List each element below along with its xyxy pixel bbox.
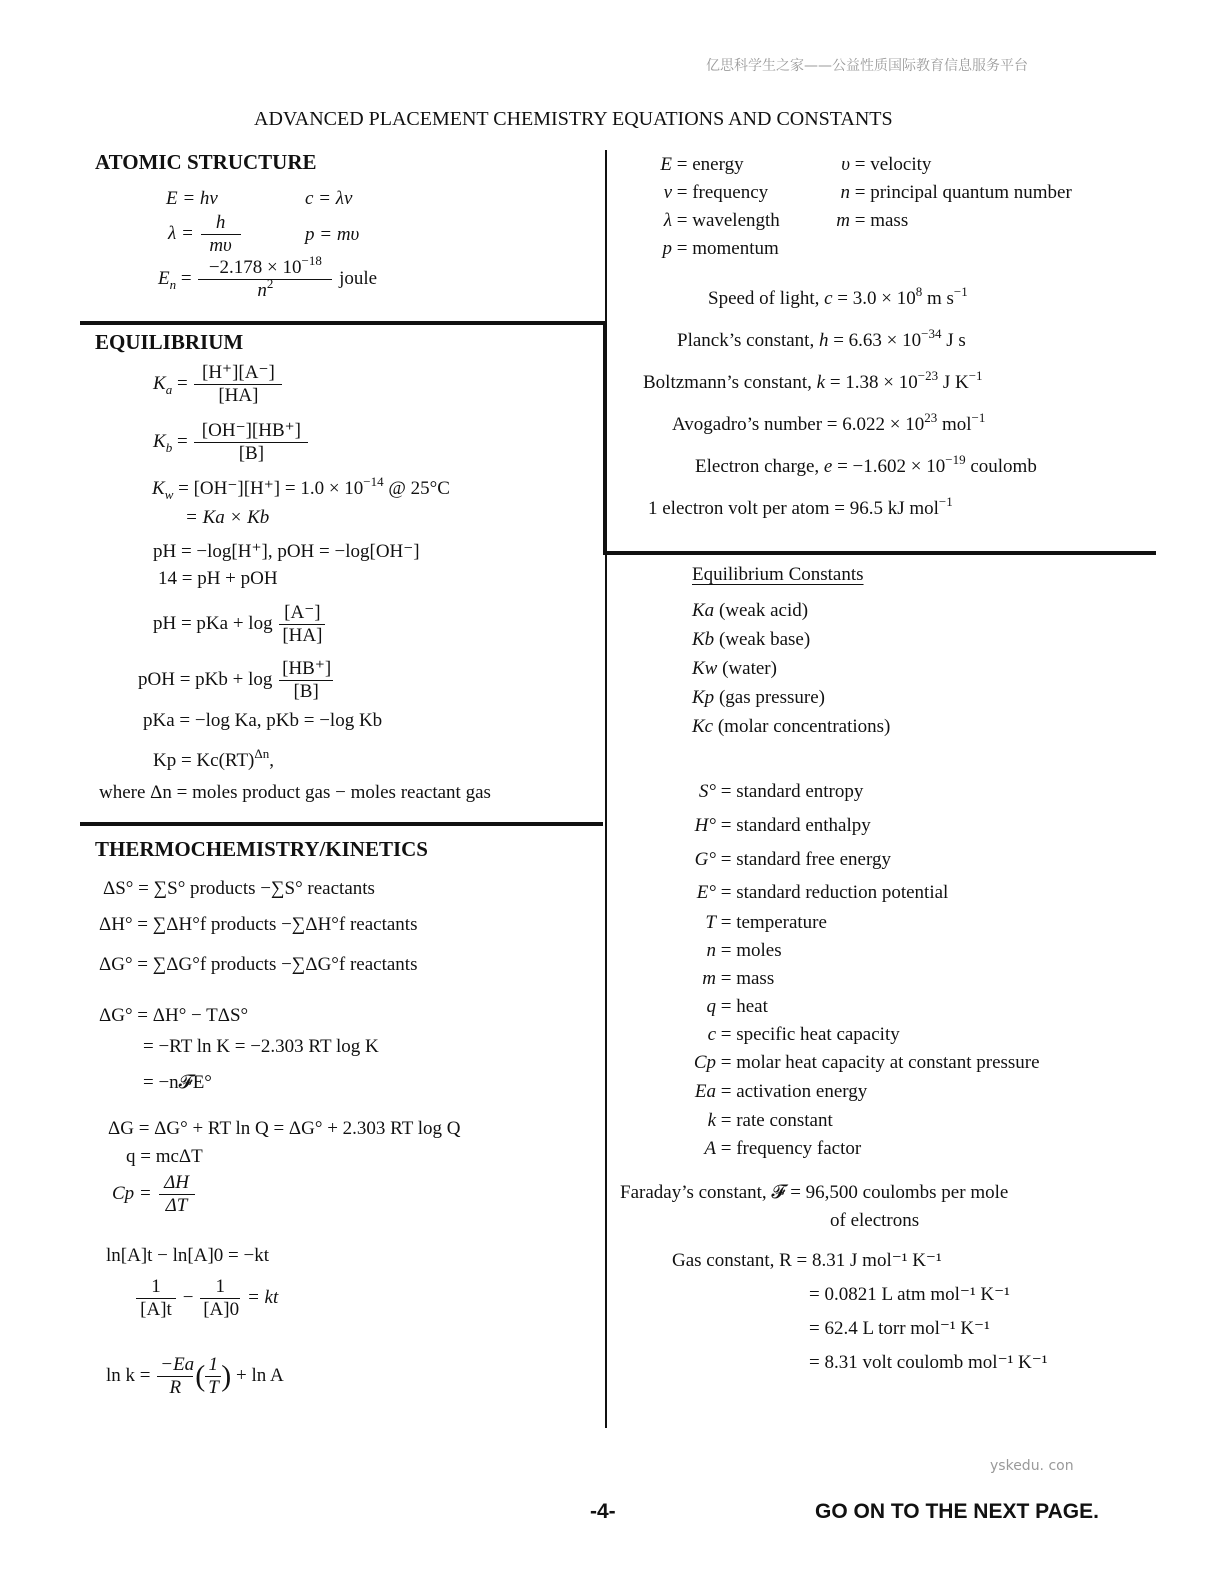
eq-kw: $K_w = [OH^-][H^+] = 1.0 \times 10^{-14}$ @ 25°C — [152, 474, 450, 502]
eq-kb: $K_b$ = $\frac{[OH^-][HB^+]}{[B]}$ — [153, 420, 310, 465]
constants-box-bottom — [603, 551, 1156, 555]
eq-gibbs-q: ΔG = ΔG° + RT ln Q = ΔG° + 2.303 RT log Q — [108, 1118, 461, 1139]
atomic-definitions-left — [656, 151, 780, 263]
eq-gibbs: ΔG° = ΔH° − TΔS° — [99, 1005, 249, 1026]
def-row: m = mass — [836, 210, 909, 231]
list-item: T = temperature — [705, 912, 827, 933]
section-heading-thermo: THERMOCHEMISTRY/KINETICS — [95, 837, 428, 861]
list-item: Kw (water) — [692, 658, 777, 679]
list-item: q = heat — [706, 996, 768, 1017]
eq-gibbs-lnk: = −RT ln K = −2.303 RT log K — [143, 1036, 379, 1057]
gas-constant-value: = 8.31 volt coulomb mol⁻¹ K⁻¹ — [809, 1352, 1048, 1373]
const-faraday: Faraday’s constant, 𝓕 = 96,500 coulombs per mole — [620, 1182, 1009, 1203]
thermo-definitions — [676, 775, 1040, 1163]
section-heading-equilibrium: EQUILIBRIUM — [95, 330, 244, 354]
eq-gibbs-nfe: = −n𝓕E° — [143, 1072, 212, 1093]
gas-constant-value: = 0.0821 L atm mol⁻¹ K⁻¹ — [809, 1284, 1010, 1305]
eq-ph-definition: pH = −log[H⁺], pOH = −log[OH⁻] — [153, 541, 420, 562]
list-item: Ea = activation energy — [694, 1081, 868, 1102]
en-numerator-exponent: −18 — [301, 253, 322, 268]
eq-lambda-lhs: λ = — [168, 222, 194, 244]
page-number: -4- — [590, 1500, 616, 1523]
const-boltzmann: Boltzmann’s constant, $k = 1.38 \times 10^{-23}$ J $K^{-1}$ — [643, 368, 983, 393]
def-row: λ = wavelength — [663, 210, 780, 231]
eq-p-mv: p = mυ — [305, 224, 360, 245]
next-page-notice: GO ON TO THE NEXT PAGE. — [815, 1500, 1099, 1523]
eq-pka-pkb: pKa = −log Ka, pKb = −log Kb — [143, 710, 383, 731]
list-item: Ka (weak acid) — [692, 600, 809, 621]
ka-numerator: [H⁺][A⁻] — [194, 362, 282, 385]
def-row: v = frequency — [663, 182, 769, 203]
eq-entropy-change: ΔS° = ∑S° products −∑S° reactants — [103, 878, 375, 899]
kb-denominator: [B] — [238, 443, 265, 464]
eq-enthalpy-change: ΔH° = ∑ΔH°f products −∑ΔH°f reactants — [99, 914, 418, 935]
list-item: Kp (gas pressure) — [692, 687, 825, 708]
def-row: E = energy — [660, 154, 744, 175]
eq-arrhenius: ln k = $\frac{-Ea}{R}$ ( $\frac{1}{T}$ ) + ln A — [106, 1354, 284, 1398]
def-row: p = momentum — [662, 238, 779, 259]
const-faraday-cont: of electrons — [830, 1210, 920, 1231]
eq-first-order: ln[A]t − ln[A]0 = −kt — [106, 1245, 270, 1266]
list-item: S° = standard entropy — [698, 781, 864, 802]
kb-numerator: [OH⁻][HB⁺] — [194, 420, 308, 443]
eq-heat-capacity: Cp = $\frac{\Delta H}{\Delta T}$ — [112, 1172, 197, 1217]
en-numerator: −2.178 × 10 — [208, 257, 302, 278]
eq-delta-n-definition: where Δn = moles product gas − moles reactant gas — [99, 782, 491, 803]
list-item: Cp = molar heat capacity at constant pressure — [693, 1052, 1040, 1073]
list-item: A = frequency factor — [704, 1138, 862, 1159]
const-avogadro: Avogadro’s number = $6.022 \times 10^{23}$ mol$^{-1}$ — [672, 410, 986, 435]
const-speed-of-light: Speed of light, $c = 3.0 \times 10^8$ m $s^{-1}$ — [708, 284, 968, 309]
eq-de-broglie — [168, 212, 243, 257]
const-electron-charge: Electron charge, $e = -1.602 \times 10^{-19}$ coulomb — [695, 452, 1037, 477]
list-item: H° = standard enthalpy — [694, 815, 871, 836]
list-item: m = mass — [702, 968, 775, 989]
eq-c-lambda-v: c = λv — [305, 188, 353, 209]
eq-henderson-poh: pOH = pKb + log $\frac{[HB^+]}{[B]}$ — [138, 658, 332, 702]
watermark-top: 亿思科学生之家——公益性质国际教育信息服务平台 — [706, 58, 1028, 74]
eq-ka: $K_a$ = $\frac{[H^+][A^-]}{[HA]}$ — [153, 362, 284, 407]
section-rule-thermo — [80, 822, 603, 826]
eq-lambda-fraction — [201, 212, 241, 257]
eq-kp-kc: Kp = Kc(RT)$^{\Delta n}$, — [153, 746, 275, 771]
list-item: E° = standard reduction potential — [696, 882, 949, 903]
list-item: Kb (weak base) — [692, 629, 811, 650]
lambda-numerator: h — [201, 212, 241, 235]
en-unit: joule — [339, 267, 378, 289]
watermark-bottom: yskedu. con — [990, 1458, 1074, 1474]
const-planck: Planck’s constant, $h = 6.63 \times 10^{-34}$ J s — [677, 326, 966, 351]
page-title: ADVANCED PLACEMENT CHEMISTRY EQUATIONS AND CONSTANTS — [254, 108, 893, 130]
gas-constant-value: = 62.4 L torr mol⁻¹ K⁻¹ — [809, 1318, 990, 1339]
eq-kw-product: = Ka × Kb — [185, 507, 270, 528]
eq-henderson-ph: pH = pKa + log $\frac{[A^-]}{[HA]}$ — [153, 602, 327, 647]
en-fraction: $\frac{-2.178 \times 10^{-18}}{n^2}$ — [198, 257, 332, 302]
section-rule-equilibrium — [80, 321, 607, 325]
list-item: c = specific heat capacity — [707, 1024, 900, 1045]
equilibrium-constants-header: Equilibrium Constants — [692, 564, 864, 585]
def-row: υ = velocity — [841, 154, 932, 175]
eq-energy-level: $E_n$ = $\frac{-2.178 \times 10^{-18}}{n^2}$ joule — [158, 253, 378, 301]
const-electron-volt: 1 electron volt per atom = 96.5 kJ mol$^{-1}$ — [648, 494, 953, 519]
equilibrium-constants-list — [692, 596, 890, 741]
list-item: G° = standard free energy — [694, 849, 891, 870]
def-row: n = principal quantum number — [840, 182, 1072, 203]
list-item: n = moles — [706, 940, 782, 961]
eq-heat: q = mcΔT — [126, 1146, 203, 1167]
list-item: k = rate constant — [707, 1110, 833, 1131]
constants-box-left — [603, 321, 607, 553]
eq-free-energy-change: ΔG° = ∑ΔG°f products −∑ΔG°f reactants — [99, 954, 418, 975]
list-item: Kc (molar concentrations) — [692, 716, 891, 737]
const-gas-constant: Gas constant, R = 8.31 J mol⁻¹ K⁻¹ — [672, 1250, 942, 1271]
eq-ph-poh-sum: 14 = pH + pOH — [158, 568, 278, 589]
ka-denominator: [HA] — [218, 385, 259, 406]
atomic-definitions-right — [834, 151, 1072, 235]
eq-e-hv: E = hv — [166, 188, 218, 209]
eq-second-order: $\frac{1}{[A]t}$ − $\frac{1}{[A]0}$ = kt — [134, 1276, 278, 1321]
lambda-denominator: mυ — [209, 235, 232, 256]
section-heading-atomic: ATOMIC STRUCTURE — [95, 150, 317, 174]
